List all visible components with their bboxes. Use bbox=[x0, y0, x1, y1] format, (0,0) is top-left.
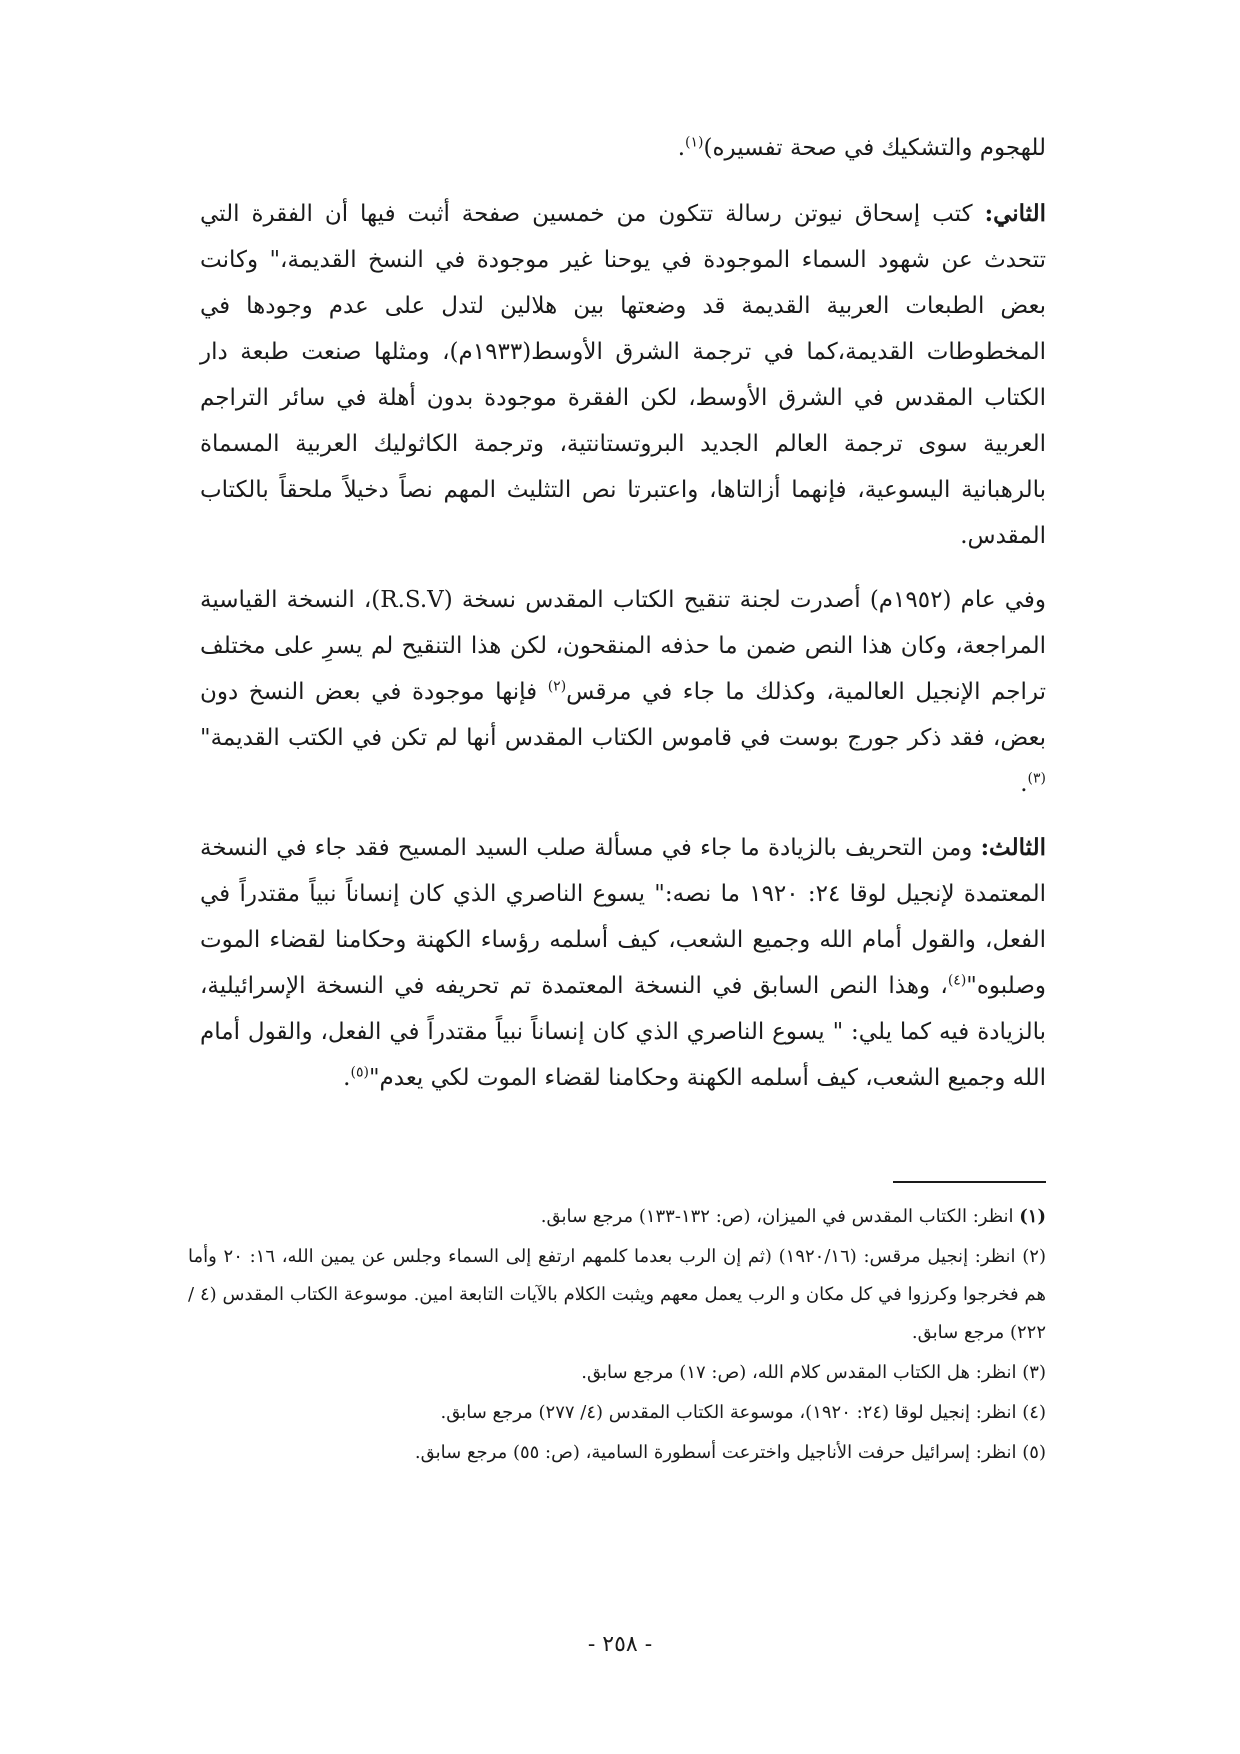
footnote-ref-3: (٣) bbox=[1027, 770, 1046, 787]
footnote-separator bbox=[893, 1181, 1046, 1183]
page-number: - ٢٥٨ - bbox=[587, 1632, 653, 1657]
paragraph-second bbox=[200, 191, 1046, 559]
text-second: كتب إسحاق نيوتن رسالة تتكون من خمسين صفحة أثبت فيها أن الفقرة التي تتحدث عن شهود السماء الموجودة في يوحنا غير موجودة في النسخ القديمة،" وكانت بعض الطبعات العربية القديمة قد وضعتها بين هلالين لتدل على عدم وجودها في المخطوطات القديمة،كما في ترجمة الشرق الأوسط(١٩٣٣م)، ومثلها صنعت طبعة دار الكتاب المقدس في الشرق الأوسط، لكن الفقرة موجودة بدون أهلة في سائر التراجم العربية سوى ترجمة العالم الجديد البروتستانتية، وترجمة الكاثوليك العربية المسماة بالرهبانية اليسوعية، فإنهما أزالتاها، واعتبرتا نص التثليث المهم نصاً دخيلاً ملحقاً بالكتاب المقدس. bbox=[200, 201, 1046, 549]
main-text bbox=[200, 125, 1046, 1119]
footnote-3: (٣) انظر: هل الكتاب المقدس كلام الله، (ص: ١٧) مرجع سابق. bbox=[581, 1362, 1046, 1383]
footnote-4: (٤) انظر: إنجيل لوقا (٢٤: ١٩٢٠)، موسوعة الكتاب المقدس (٤/ ٢٧٧) مرجع سابق. bbox=[440, 1402, 1046, 1423]
label-second: الثاني: bbox=[984, 200, 1047, 227]
text-rsv-1: وفي عام (١٩٥٢م) أصدرت لجنة تنقيح الكتاب المقدس نسخة (R.S.V)، النسخة القياسية المراجعة، وكان هذا النص ضمن ما حذفه المنقحون، لكن هذا التنقيح لم يسرِ على مختلف تراجم الإنجيل العالمية، وكذلك ما جاء في مرقس bbox=[200, 587, 1047, 705]
footnotes bbox=[188, 1198, 1046, 1474]
footnote-5: (٥) انظر: إسرائيل حرفت الأناجيل واخترعت أسطورة السامية، (ص: ٥٥) مرجع سابق. bbox=[414, 1442, 1046, 1463]
footnote-ref-4: (٤) bbox=[947, 972, 967, 989]
footnote-ref-1: (١) bbox=[685, 134, 704, 151]
footnote-2: (٢) انظر: إنجيل مرقس: (١٩٢٠/١٦) (ثم إن الرب بعدما كلمهم ارتفع إلى السماء وجلس عن يمين الله، ١٦: ٢٠ وأما هم فخرجوا وكرزوا في كل مكان و الرب يعمل معهم ويثبت الكلام بالآيات التابعة امين. موسوعة الكتاب المقدس (٤ / ٢٢٢) مرجع سابق. bbox=[188, 1246, 1046, 1343]
footnote-1: (١) انظر: الكتاب المقدس في الميزان، (ص: ١٣٢-١٣٣) مرجع سابق. bbox=[540, 1206, 1046, 1227]
intro-line: للهجوم والتشكيك في صحة تفسيره) bbox=[703, 135, 1046, 161]
label-third: الثالث: bbox=[980, 834, 1046, 861]
text-third-1: ومن التحريف بالزيادة ما جاء في مسألة صلب السيد المسيح فقد جاء في النسخة المعتمدة لإنجيل لوقا ٢٤: ١٩٢٠ ما نصه:" يسوع الناصري الذي كان إنساناً نبياً مقتدراً في الفعل، والقول أمام الله وجميع الشعب، كيف أسلمه رؤساء الكهنة وحكامنا لقضاء الموت وصلبوه" bbox=[200, 835, 1047, 999]
paragraph-rsv: وفي عام (١٩٥٢م) أصدرت لجنة تنقيح الكتاب المقدس نسخة (R.S.V)، النسخة القياسية المراجعة، وكان هذا النص ضمن ما حذفه المنقحون، لكن هذا التنقيح لم يسرِ على مختلف تراجم الإنجيل العالمية، وكذلك ما جاء في مرقس$^{(٢)}$ فإنها موجودة في بعض النسخ دون بعض، فقد ذكر جورج بوست في قاموس الكتاب المقدس أنها لم تكن في الكتب القديمة"$^{(٣)}$. bbox=[200, 587, 1047, 797]
paragraph-third: الثالث: ومن التحريف بالزيادة ما جاء في مسألة صلب السيد المسيح فقد جاء في النسخة المعتمدة لإنجيل لوقا ٢٤: ١٩٢٠ ما نصه:" يسوع الناصري الذي كان إنساناً نبياً مقتدراً في الفعل، والقول أمام الله وجميع الشعب، كيف أسلمه رؤساء الكهنة وحكامنا لقضاء الموت وصلبوه"$^{(٤)}$، وهذا النص السابق في النسخة المعتمدة تم تحريفه في النسخة الإسرائيلية، بالزيادة فيه كما يلي: " يسوع الناصري الذي كان إنساناً نبياً مقتدراً في الفعل، والقول أمام الله وجميع الشعب، كيف أسلمه الكهنة وحكامنا لقضاء الموت لكي يعدم"$^{(٥)}$. bbox=[200, 834, 1047, 1091]
footnote-ref-5: (٥) bbox=[350, 1064, 369, 1081]
text-rsv-2: فإنها موجودة في بعض النسخ دون بعض، فقد ذكر جورج بوست في قاموس الكتاب المقدس أنها لم تكن في الكتب القديمة" bbox=[200, 679, 1046, 751]
text-third-2: ، وهذا النص السابق في النسخة المعتمدة تم تحريفه في النسخة الإسرائيلية، بالزيادة فيه كما يلي: " يسوع الناصري الذي كان إنساناً نبياً مقتدراً في الفعل، والقول أمام الله وجميع الشعب، كيف أسلمه الكهنة وحكامنا لقضاء الموت لكي يعدم" bbox=[200, 973, 1046, 1091]
intro-paragraph: للهجوم والتشكيك في صحة تفسيره)$^{(١)}$. bbox=[677, 134, 1046, 161]
footnote-ref-2: (٢) bbox=[547, 678, 567, 695]
